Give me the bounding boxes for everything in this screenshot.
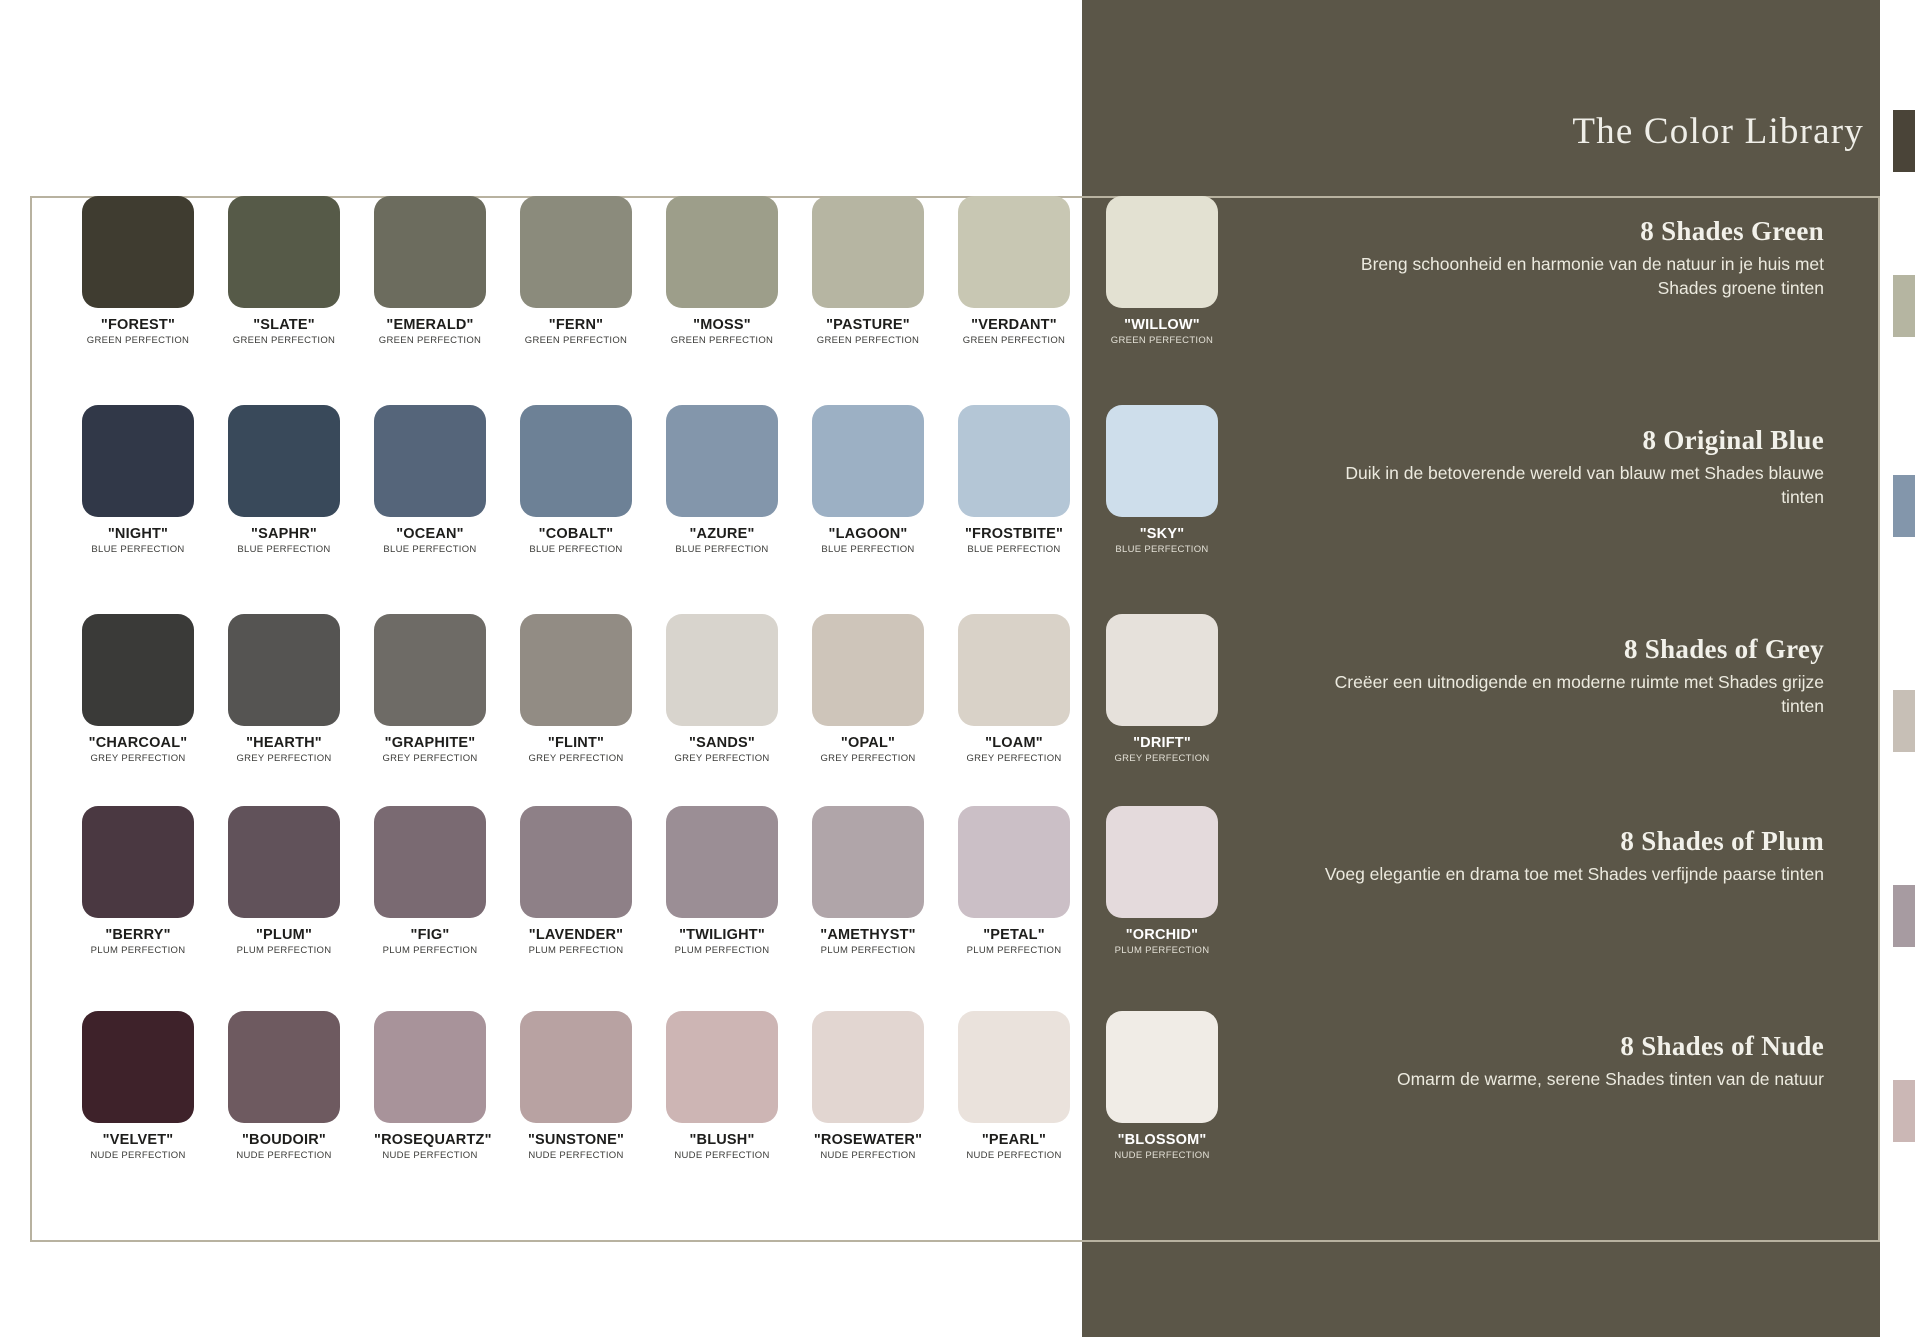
shade-family-heading: 8 Original Blue — [1642, 425, 1824, 455]
color-swatch[interactable] — [666, 806, 778, 918]
swatch-name: "SUNSTONE" — [527, 1132, 625, 1148]
swatch-cell[interactable] — [520, 196, 664, 346]
swatch-subtitle: GREY PERFECTION — [236, 753, 332, 764]
swatch-cell[interactable] — [82, 806, 226, 956]
swatch-name: "SLATE" — [253, 317, 315, 333]
swatch-name: "GRAPHITE" — [384, 735, 476, 751]
swatch-cell[interactable] — [812, 806, 956, 956]
featured-swatch-cell[interactable] — [1106, 614, 1250, 764]
swatch-grid — [30, 196, 1880, 1242]
swatch-subtitle: PLUM PERFECTION — [820, 945, 916, 956]
swatch-subtitle: GREEN PERFECTION — [86, 335, 190, 346]
swatch-cell[interactable] — [82, 1011, 226, 1161]
swatch-name: "BERRY" — [105, 927, 171, 943]
swatch-subtitle: BLUE PERFECTION — [675, 544, 769, 555]
color-swatch[interactable] — [82, 405, 194, 517]
swatch-name: "FIG" — [410, 927, 450, 943]
swatch-name: "FLINT" — [547, 735, 605, 751]
shade-family-description-blue — [1304, 425, 1824, 509]
swatch-name: "CHARCOAL" — [88, 735, 188, 751]
color-swatch[interactable] — [228, 806, 340, 918]
shade-family-heading: 8 Shades of Plum — [1620, 826, 1824, 856]
featured-swatch-subtitle: GREEN PERFECTION — [1110, 335, 1214, 346]
featured-swatch-name: "DRIFT" — [1133, 735, 1191, 751]
swatch-row-grey — [30, 614, 1880, 823]
color-swatch[interactable] — [374, 1011, 486, 1123]
shade-family-text: Creëer een uitnodigende en moderne ruimte met Shades grijze tinten — [1334, 672, 1824, 716]
swatch-cell[interactable] — [374, 614, 518, 764]
swatch-subtitle: NUDE PERFECTION — [966, 1150, 1062, 1161]
edge-color-chip — [1893, 1080, 1915, 1142]
featured-swatch-cell[interactable] — [1106, 405, 1250, 555]
swatch-name: "LAVENDER" — [528, 927, 624, 943]
swatch-cell[interactable] — [374, 196, 518, 346]
swatch-name: "AMETHYST" — [820, 927, 916, 943]
featured-swatch-name: "BLOSSOM" — [1117, 1132, 1207, 1148]
swatch-name: "LOAM" — [985, 735, 1043, 751]
color-swatch[interactable] — [228, 405, 340, 517]
color-swatch[interactable] — [666, 1011, 778, 1123]
swatch-subtitle: PLUM PERFECTION — [528, 945, 624, 956]
swatch-subtitle: NUDE PERFECTION — [236, 1150, 332, 1161]
swatch-subtitle: NUDE PERFECTION — [528, 1150, 624, 1161]
swatch-subtitle: PLUM PERFECTION — [382, 945, 478, 956]
edge-color-chip — [1893, 475, 1915, 537]
swatch-name: "PETAL" — [983, 927, 1045, 943]
color-swatch[interactable] — [228, 614, 340, 726]
swatch-name: "SANDS" — [689, 735, 755, 751]
swatch-subtitle: PLUM PERFECTION — [90, 945, 186, 956]
featured-swatch-subtitle: PLUM PERFECTION — [1114, 945, 1210, 956]
swatch-cell[interactable] — [520, 614, 664, 764]
featured-swatch-cell[interactable] — [1106, 806, 1250, 956]
swatch-name: "COBALT" — [538, 526, 614, 542]
shade-family-text: Breng schoonheid en harmonie van de natuur in je huis met Shades groene tinten — [1360, 254, 1824, 298]
swatch-name: "SAPHR" — [251, 526, 317, 542]
swatch-subtitle: GREEN PERFECTION — [962, 335, 1066, 346]
color-swatch[interactable] — [958, 614, 1070, 726]
swatch-cell[interactable] — [520, 405, 664, 555]
swatch-row-nude — [30, 1011, 1880, 1220]
swatch-cell[interactable] — [666, 196, 810, 346]
swatch-name: "ROSEQUARTZ" — [374, 1132, 492, 1148]
swatch-name: "EMERALD" — [386, 317, 474, 333]
swatch-subtitle: BLUE PERFECTION — [529, 544, 623, 555]
swatch-cell[interactable] — [520, 806, 664, 956]
color-swatch[interactable] — [958, 405, 1070, 517]
color-swatch[interactable] — [374, 196, 486, 308]
swatch-subtitle: BLUE PERFECTION — [237, 544, 331, 555]
swatch-subtitle: PLUM PERFECTION — [674, 945, 770, 956]
shade-family-heading: 8 Shades Green — [1640, 216, 1824, 246]
edge-color-chip — [1893, 110, 1915, 172]
swatch-subtitle: GREY PERFECTION — [382, 753, 478, 764]
swatch-cell[interactable] — [520, 1011, 664, 1161]
swatch-cell[interactable] — [666, 614, 810, 764]
swatch-name: "MOSS" — [693, 317, 751, 333]
featured-swatch-cell[interactable] — [1106, 196, 1250, 346]
swatch-name: "TWILIGHT" — [679, 927, 765, 943]
featured-swatch-subtitle: NUDE PERFECTION — [1114, 1150, 1210, 1161]
swatch-name: "VELVET" — [102, 1132, 174, 1148]
color-swatch[interactable] — [228, 1011, 340, 1123]
color-swatch[interactable] — [82, 1011, 194, 1123]
swatch-name: "BLUSH" — [689, 1132, 755, 1148]
swatch-name: "PLUM" — [255, 927, 313, 943]
color-swatch[interactable] — [666, 614, 778, 726]
swatch-subtitle: GREY PERFECTION — [820, 753, 916, 764]
color-swatch[interactable] — [666, 196, 778, 308]
color-swatch[interactable] — [666, 405, 778, 517]
swatch-subtitle: NUDE PERFECTION — [674, 1150, 770, 1161]
swatch-subtitle: GREEN PERFECTION — [378, 335, 482, 346]
featured-color-swatch[interactable] — [1106, 1011, 1218, 1123]
swatch-subtitle: GREY PERFECTION — [674, 753, 770, 764]
swatch-name: "FROSTBITE" — [964, 526, 1064, 542]
swatch-name: "LAGOON" — [828, 526, 908, 542]
swatch-subtitle: NUDE PERFECTION — [820, 1150, 916, 1161]
swatch-subtitle: GREY PERFECTION — [528, 753, 624, 764]
swatch-row-green — [30, 196, 1880, 405]
swatch-cell[interactable] — [82, 405, 226, 555]
swatch-name: "NIGHT" — [107, 526, 169, 542]
swatch-name: "FERN" — [548, 317, 604, 333]
edge-color-chip — [1893, 275, 1915, 337]
swatch-cell[interactable] — [374, 1011, 518, 1161]
color-swatch[interactable] — [812, 806, 924, 918]
swatch-subtitle: NUDE PERFECTION — [382, 1150, 478, 1161]
swatch-subtitle: GREEN PERFECTION — [670, 335, 774, 346]
color-swatch[interactable] — [958, 196, 1070, 308]
color-swatch[interactable] — [374, 806, 486, 918]
shade-family-description-grey — [1304, 634, 1824, 718]
color-swatch[interactable] — [520, 614, 632, 726]
shade-family-description-nude — [1304, 1031, 1824, 1092]
color-swatch[interactable] — [958, 806, 1070, 918]
swatch-row-blue — [30, 405, 1880, 614]
swatch-subtitle: BLUE PERFECTION — [91, 544, 185, 555]
swatch-name: "AZURE" — [689, 526, 755, 542]
swatch-subtitle: BLUE PERFECTION — [821, 544, 915, 555]
swatch-name: "OPAL" — [840, 735, 896, 751]
color-swatch[interactable] — [520, 196, 632, 308]
featured-swatch-name: "ORCHID" — [1125, 927, 1199, 943]
featured-swatch-subtitle: BLUE PERFECTION — [1115, 544, 1209, 555]
featured-color-swatch[interactable] — [1106, 405, 1218, 517]
featured-swatch-subtitle: GREY PERFECTION — [1114, 753, 1210, 764]
featured-color-swatch[interactable] — [1106, 806, 1218, 918]
color-swatch[interactable] — [82, 614, 194, 726]
swatch-cell[interactable] — [82, 614, 226, 764]
edge-color-chip — [1893, 690, 1915, 752]
swatch-cell[interactable] — [666, 405, 810, 555]
color-swatch[interactable] — [520, 1011, 632, 1123]
swatch-subtitle: BLUE PERFECTION — [967, 544, 1061, 555]
swatch-cell[interactable] — [228, 614, 372, 764]
swatch-subtitle: GREEN PERFECTION — [816, 335, 920, 346]
featured-swatch-cell[interactable] — [1106, 1011, 1250, 1161]
swatch-subtitle: BLUE PERFECTION — [383, 544, 477, 555]
swatch-cell[interactable] — [374, 405, 518, 555]
color-swatch[interactable] — [812, 405, 924, 517]
featured-swatch-name: "SKY" — [1139, 526, 1185, 542]
swatch-cell[interactable] — [812, 614, 956, 764]
shade-family-description-green — [1304, 216, 1824, 300]
swatch-cell[interactable] — [812, 405, 956, 555]
swatch-name: "ROSEWATER" — [813, 1132, 923, 1148]
color-swatch[interactable] — [812, 614, 924, 726]
shade-family-text: Voeg elegantie en drama toe met Shades verfijnde paarse tinten — [1324, 864, 1824, 884]
swatch-cell[interactable] — [958, 806, 1102, 956]
shade-family-text: Omarm de warme, serene Shades tinten van de natuur — [1396, 1069, 1824, 1089]
featured-swatch-name: "WILLOW" — [1124, 317, 1200, 333]
color-swatch[interactable] — [520, 405, 632, 517]
swatch-cell[interactable] — [958, 1011, 1102, 1161]
swatch-name: "PEARL" — [981, 1132, 1047, 1148]
swatch-cell[interactable] — [958, 614, 1102, 764]
edge-color-chip — [1893, 885, 1915, 947]
swatch-cell[interactable] — [958, 196, 1102, 346]
swatch-subtitle: NUDE PERFECTION — [90, 1150, 186, 1161]
swatch-cell[interactable] — [82, 196, 226, 346]
color-swatch[interactable] — [228, 196, 340, 308]
swatch-subtitle: PLUM PERFECTION — [236, 945, 332, 956]
shade-family-heading: 8 Shades of Grey — [1623, 634, 1824, 664]
swatch-cell[interactable] — [666, 806, 810, 956]
swatch-cell[interactable] — [812, 1011, 956, 1161]
swatch-cell[interactable] — [228, 1011, 372, 1161]
swatch-row-plum — [30, 806, 1880, 1015]
swatch-name: "OCEAN" — [396, 526, 464, 542]
swatch-subtitle: PLUM PERFECTION — [966, 945, 1062, 956]
swatch-cell[interactable] — [812, 196, 956, 346]
shade-family-heading: 8 Shades of Nude — [1620, 1031, 1824, 1061]
swatch-name: "BOUDOIR" — [241, 1132, 327, 1148]
swatch-cell[interactable] — [666, 1011, 810, 1161]
page-title: The Color Library — [1572, 111, 1864, 152]
swatch-cell[interactable] — [958, 405, 1102, 555]
swatch-name: "HEARTH" — [246, 735, 322, 751]
shade-family-text: Duik in de betoverende wereld van blauw met Shades blauwe tinten — [1345, 463, 1824, 507]
swatch-cell[interactable] — [228, 405, 372, 555]
swatch-name: "VERDANT" — [971, 317, 1057, 333]
swatch-name: "FOREST" — [100, 317, 176, 333]
swatch-cell[interactable] — [228, 806, 372, 956]
color-swatch[interactable] — [520, 806, 632, 918]
swatch-subtitle: GREEN PERFECTION — [524, 335, 628, 346]
color-swatch[interactable] — [82, 806, 194, 918]
swatch-subtitle: GREEN PERFECTION — [232, 335, 336, 346]
swatch-cell[interactable] — [374, 806, 518, 956]
swatch-cell[interactable] — [228, 196, 372, 346]
swatch-subtitle: GREY PERFECTION — [966, 753, 1062, 764]
shade-family-description-plum — [1304, 826, 1824, 887]
color-swatch[interactable] — [812, 1011, 924, 1123]
swatch-subtitle: GREY PERFECTION — [90, 753, 186, 764]
color-swatch[interactable] — [812, 196, 924, 308]
color-swatch[interactable] — [82, 196, 194, 308]
featured-color-swatch[interactable] — [1106, 614, 1218, 726]
color-swatch[interactable] — [374, 614, 486, 726]
color-swatch[interactable] — [958, 1011, 1070, 1123]
swatch-name: "PASTURE" — [826, 317, 910, 333]
featured-color-swatch[interactable] — [1106, 196, 1218, 308]
color-swatch[interactable] — [374, 405, 486, 517]
